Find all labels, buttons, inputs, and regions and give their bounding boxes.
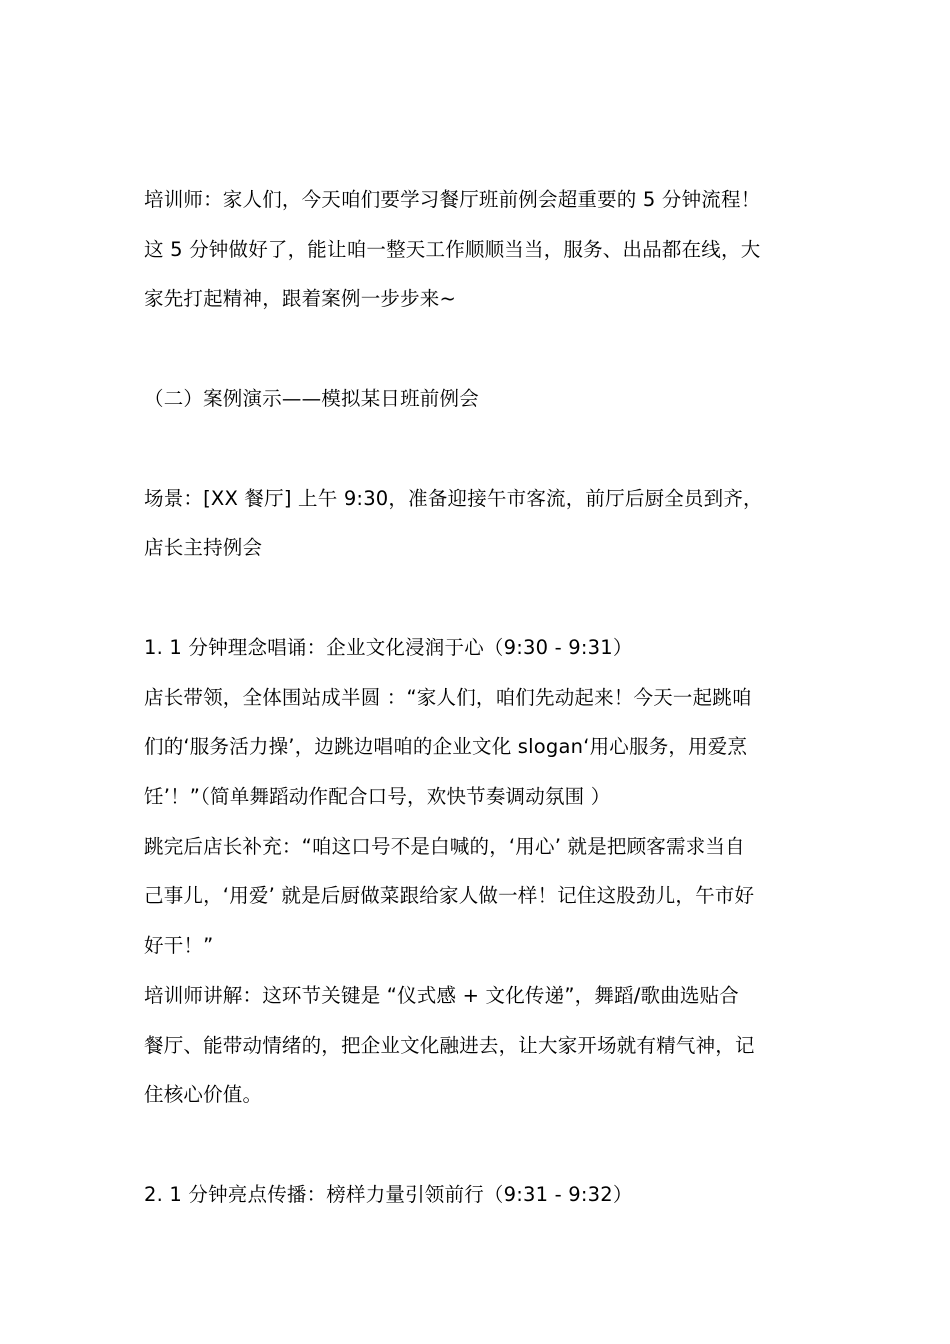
step1-paragraph-line: 们的‘服务活力操’，边跳边唱咱的企业文化 slogan‘用心服务，用爱烹 [144,735,748,758]
trainer-explanation-line: 餐厅、能带动情绪的，把企业文化融进去，让大家开场就有精气神，记 [144,1034,755,1057]
trainer-explanation-line: 住核心价值。 [144,1083,263,1106]
intro-line: 培训师：家人们，今天咱们要学习餐厅班前例会超重要的 5 分钟流程！ [144,188,761,211]
scene-line: 场景：[XX 餐厅] 上午 9:30，准备迎接午市客流，前厅后厨全员到齐， [144,487,763,510]
step1-paragraph-line: 跳完后店长补充：“咱这口号不是白喊的，‘用心’ 就是把顾客需求当自 [144,835,745,858]
step1-heading: 1. 1 分钟理念唱诵：企业文化浸润于心（9:30 - 9:31） [144,636,633,659]
section-heading: （二）案例演示——模拟某日班前例会 [144,387,479,410]
step2-heading: 2. 1 分钟亮点传播：榜样力量引领前行（9:31 - 9:32） [144,1183,633,1206]
trainer-explanation-line: 培训师讲解：这环节关键是 “仪式感 + 文化传递”，舞蹈/歌曲选贴合 [144,984,740,1007]
intro-line: 这 5 分钟做好了，能让咱一整天工作顺顺当当，服务、出品都在线，大 [144,238,761,261]
step1-paragraph-line: 己事儿，‘用爱’ 就是后厨做菜跟给家人做一样！记住这股劲儿，午市好 [144,884,755,907]
intro-line: 家先打起精神，跟着案例一步步来~ [144,287,457,310]
step1-paragraph-line: 好干！” [144,934,214,957]
step1-paragraph-line: 店长带领，全体围站成半圆 ：“家人们，咱们先动起来！今天一起跳咱 [144,686,752,709]
scene-line: 店长主持例会 [144,536,263,559]
step1-paragraph-line: 饪’！”（简单舞蹈动作配合口号，欢快节奏调动氛围 ） [144,785,611,808]
